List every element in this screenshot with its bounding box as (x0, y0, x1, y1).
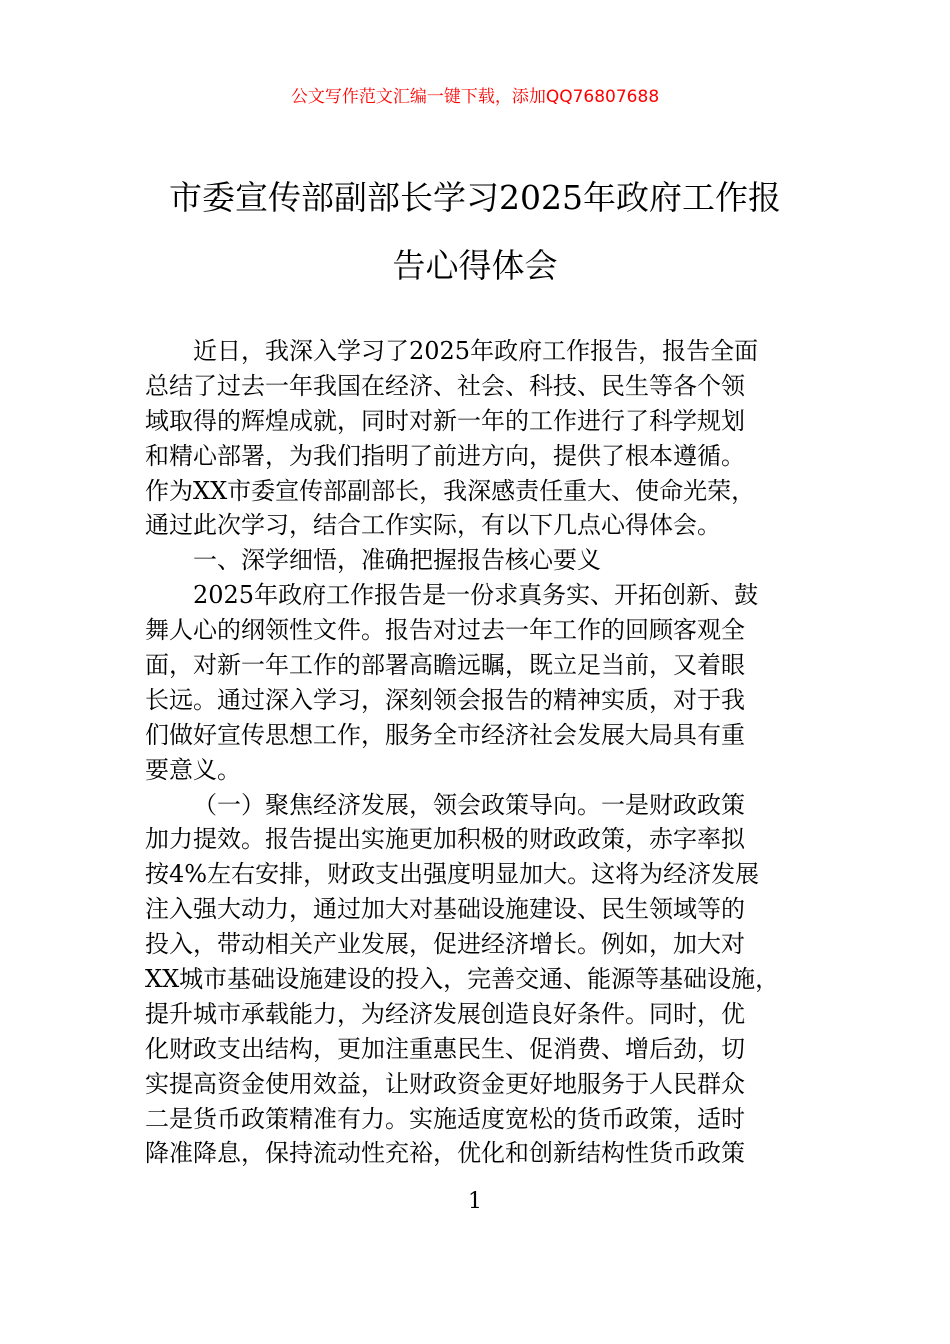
paragraph-economy-line: 提升城市承载能力，为经济发展创造良好条件。同时，优 (145, 999, 745, 1028)
paragraph-economy-line: （一）聚焦经济发展，领会政策导向。一是财政政策 (193, 790, 745, 819)
paragraph-economy-line: 加力提效。报告提出实施更加积极的财政政策，赤字率拟 (145, 825, 745, 854)
paragraph-intro-line: 近日，我深入学习了2025年政府工作报告，报告全面 (193, 337, 759, 365)
document-body (145, 334, 810, 1171)
page-number: 1 (468, 1189, 482, 1214)
paragraph-intro-line: 和精心部署，为我们指明了前进方向，提供了根本遵循。 (145, 441, 745, 470)
paragraph-report-line: 面，对新一年工作的部署高瞻远瞩，既立足当前，又着眼 (145, 651, 745, 680)
download-banner: 公文写作范文汇编一键下载，添加QQ76807688 (290, 87, 660, 107)
paragraph-economy-line: 化财政支出结构，更加注重惠民生、促消费、增后劲，切 (145, 1034, 745, 1063)
paragraph-report-line: 2025年政府工作报告是一份求真务实、开拓创新、鼓 (193, 581, 759, 610)
paragraph-report-line: 长远。通过深入学习，深刻领会报告的精神实质，对于我 (145, 685, 745, 714)
paragraph-economy-line: XX城市基础设施建设的投入，完善交通、能源等基础设施， (145, 965, 780, 994)
paragraph-economy-line: 注入强大动力，通过加大对基础设施建设、民生领域等的 (145, 895, 745, 924)
paragraph-intro-line: 作为XX市委宣传部副部长，我深感责任重大、使命光荣， (145, 476, 756, 505)
paragraph-intro-line: 通过此次学习，结合工作实际，有以下几点心得体会。 (145, 511, 721, 540)
paragraph-intro-line: 总结了过去一年我国在经济、社会、科技、民生等各个领 (145, 371, 745, 400)
paragraph-intro-line: 域取得的辉煌成就，同时对新一年的工作进行了科学规划 (145, 406, 745, 435)
paragraph-economy-line: 降准降息，保持流动性充裕，优化和创新结构性货币政策 (145, 1139, 745, 1168)
paragraph-report-line: 们做好宣传思想工作，服务全市经济社会发展大局具有重 (145, 720, 745, 749)
paragraph-economy-line: 实提高资金使用效益，让财政资金更好地服务于人民群众 (145, 1069, 745, 1098)
paragraph-economy-line: 二是货币政策精准有力。实施适度宽松的货币政策，适时 (145, 1104, 745, 1133)
paragraph-report-line: 舞人心的纲领性文件。报告对过去一年工作的回顾客观全 (145, 616, 745, 645)
document-title-line-2: 告心得体会 (392, 246, 558, 285)
document-title-line-1: 市委宣传部副部长学习2025年政府工作报 (169, 178, 781, 217)
paragraph-report-line: 要意义。 (145, 755, 241, 784)
paragraph-economy-line: 投入，带动相关产业发展，促进经济增长。例如，加大对 (145, 930, 745, 959)
section-heading-1: 一、深学细悟，准确把握报告核心要义 (193, 546, 601, 575)
paragraph-economy-line: 按4%左右安排，财政支出强度明显加大。这将为经济发展 (145, 860, 760, 889)
